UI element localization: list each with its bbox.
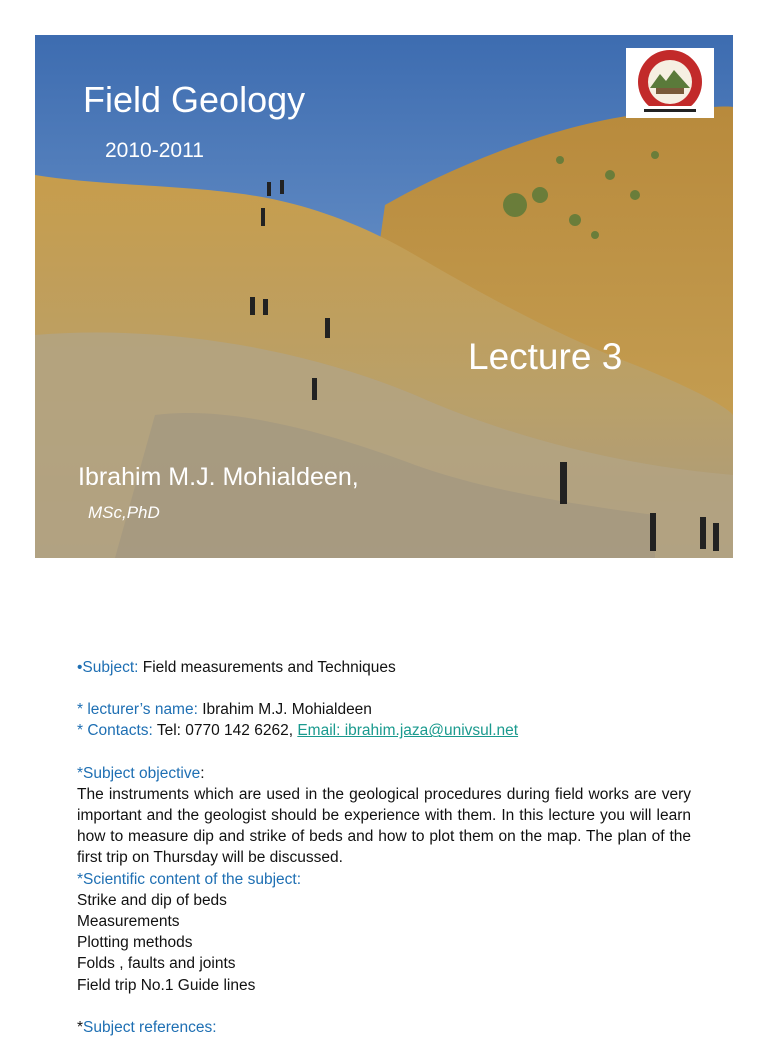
- objective-text: The instruments which are used in the geological procedures during field works are very important and the geologist should be experience with them. In this lecture you will learn how to measure dip and strike of beds and how to plot them on the map. The plan of the first trip on Thursday will be discussed.: [77, 785, 691, 867]
- objective-label: *Subject objective: [77, 764, 201, 782]
- objective-colon: :: [200, 764, 205, 782]
- lecturer-value: Ibrahim M.J. Mohialdeen: [197, 701, 372, 719]
- lecturer-label: * lecturer’s name:: [77, 701, 198, 719]
- slide-year: 2010-2011: [105, 139, 204, 162]
- references-label: Subject references:: [83, 1018, 217, 1036]
- content-heading: *Scientific content of the subject:: [77, 870, 302, 888]
- references-star: *: [77, 1018, 84, 1036]
- author-degree: MSc,PhD: [88, 503, 160, 522]
- objective-heading: [77, 763, 691, 784]
- content-item: Plotting methods: [77, 934, 193, 952]
- university-logo: [626, 48, 714, 118]
- lecturer-line: [77, 699, 691, 720]
- content-item: Strike and dip of beds: [77, 891, 227, 909]
- subject-line: [77, 657, 691, 678]
- subject-value: Field measurements and Techniques: [138, 659, 396, 676]
- title-slide-photo: [35, 35, 733, 558]
- email-link[interactable]: Email: ibrahim.jaza@univsul.net: [297, 722, 519, 740]
- content-item: Measurements: [77, 913, 180, 931]
- contacts-tel: Tel: 0770 142 6262,: [152, 722, 298, 740]
- lecture-number: Lecture 3: [468, 336, 623, 377]
- contacts-line: [77, 720, 691, 741]
- author-name: Ibrahim M.J. Mohialdeen,: [78, 463, 359, 491]
- content-item: Field trip No.1 Guide lines: [77, 976, 256, 994]
- content-item: Folds , faults and joints: [77, 955, 236, 973]
- references-heading: [77, 1017, 691, 1038]
- slide-title: Field Geology: [83, 79, 306, 120]
- subject-label: •Subject:: [77, 659, 139, 676]
- lecture-info: [77, 657, 691, 1038]
- university-seal-icon: [626, 48, 714, 118]
- contacts-label: * Contacts:: [77, 722, 153, 740]
